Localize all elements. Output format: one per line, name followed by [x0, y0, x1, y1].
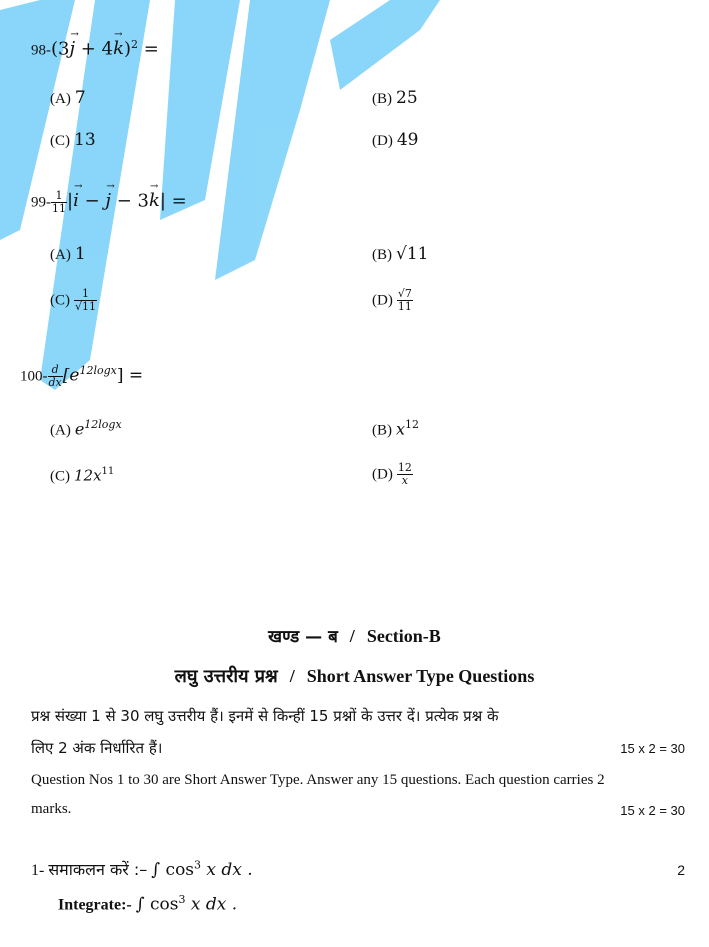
marks-summary-hindi: 15 x 2 = 30 [620, 741, 685, 756]
derivative-fraction: $\frac{d}{dx}$ [48, 363, 62, 390]
instructions-hindi-line1: प्रश्न संख्या 1 से 30 लघु उत्तरीय हैं। इनमें से किन्हीं 15 प्रश्नों के उत्तर दें। प्रत्येक प्रश्न के [31, 707, 499, 725]
option-a: (A) 1 [50, 244, 86, 264]
option-d: (D) $\frac{12}{x}$ [372, 461, 412, 488]
short-question-1-english: Integrate:- ∫ $\cos^3 x$ dx . [58, 893, 238, 915]
option-c: (C) $\frac{1}{√11}$ [50, 287, 97, 314]
fraction: $\frac{12}{x}$ [397, 461, 412, 488]
expr-plus: + 4 [75, 38, 114, 60]
question-number: 99- [31, 194, 51, 211]
section-title: खण्ड — ब / Section-B [268, 626, 441, 647]
instructions-english-line1: Question Nos 1 to 30 are Short Answer Type. Answer any 15 questions. Each question carries 2 [31, 772, 605, 788]
vector-k: k → [113, 38, 124, 59]
question-number: 100- [20, 368, 48, 385]
expr-open: (3 [51, 38, 70, 60]
option-a: (A) 7 [50, 88, 86, 108]
instructions-english-line2: marks. [31, 801, 72, 817]
question-text-hindi: समाकलन करें :– [48, 860, 148, 879]
vector-j: j → [69, 38, 75, 59]
fraction: $\frac{1}{11}$ [52, 189, 66, 216]
question-100: 100- $\frac{d}{dx}$ $[e^{12logx}]$ = [20, 363, 144, 390]
vector-k: k → [149, 190, 160, 211]
expr-close: ) [123, 38, 132, 60]
expr-equals: = [138, 38, 159, 60]
option-c: (C) 13 [50, 130, 96, 150]
option-c: (C) $12x^{11}$ [50, 466, 115, 485]
fraction: $\frac{1}{√11}$ [75, 287, 97, 314]
subtitle-english: Short Answer Type Questions [306, 666, 535, 686]
expr-power: 2 [131, 38, 139, 51]
instructions-hindi-line2: लिए 2 अंक निर्धारित हैं। [31, 739, 163, 757]
short-question-1: 1- समाकलन करें :– ∫ $\cos^3 x$ dx . [31, 858, 253, 880]
option-a: (A) $e^{12logx}$ [50, 418, 122, 439]
vector-i: i → [73, 190, 79, 211]
section-title-hindi: खण्ड — ब [268, 627, 338, 647]
option-d: (D) 49 [372, 130, 419, 150]
option-b: (B) √11 [372, 244, 429, 264]
question-text-english: Integrate:- [58, 896, 132, 914]
section-subtitle: लघु उत्तरीय प्रश्न / Short Answer Type Questions [174, 666, 535, 687]
option-b: (B) 25 [372, 88, 418, 108]
question-number: 98- [31, 42, 51, 59]
option-b: (B) $x^{12}$ [372, 418, 420, 439]
question-marks: 2 [677, 862, 685, 878]
question-99: 99- $\frac{1}{11}$ |i → − j → − 3k →| = [31, 190, 187, 215]
fraction: $\frac{√7}{11}$ [397, 287, 412, 314]
vector-j: j → [105, 190, 111, 211]
question-number: 1- [31, 862, 45, 879]
subtitle-hindi: लघु उत्तरीय प्रश्न [174, 666, 278, 687]
option-d: (D) $\frac{√7}{11}$ [372, 287, 412, 314]
section-title-english: Section-B [366, 626, 441, 646]
question-98 [31, 38, 159, 59]
marks-summary-english: 15 x 2 = 30 [620, 803, 685, 818]
